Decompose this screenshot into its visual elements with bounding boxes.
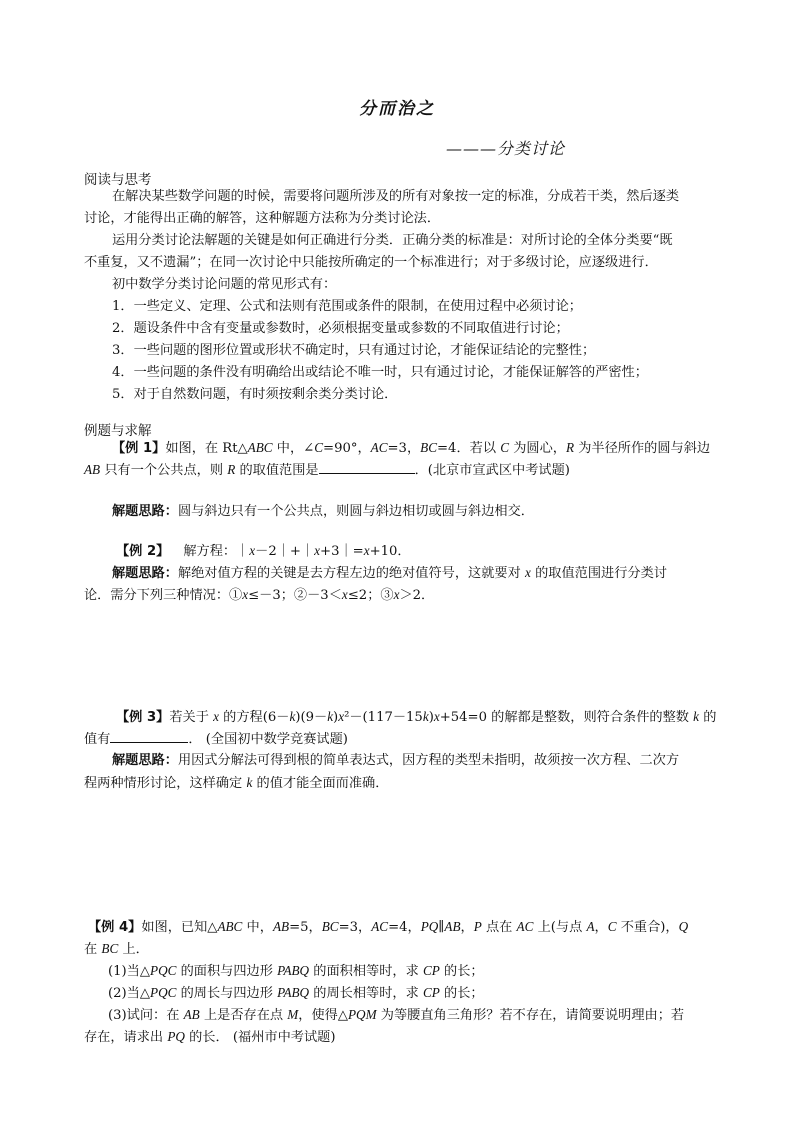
text-run: 为圆心，	[509, 441, 566, 456]
text-run: ≤2；③	[347, 588, 394, 603]
math-var: x	[249, 543, 256, 558]
math-var: C	[607, 919, 617, 934]
list-item: 5．对于自然数问题，有时须按剩余类分类讨论．	[112, 387, 398, 402]
page-title: 分而治之	[359, 99, 435, 119]
example-2-label: 【例 2】	[116, 544, 170, 559]
text-run: ． (全国初中数学竞赛试题)	[188, 732, 348, 747]
math-var: M	[287, 1007, 299, 1022]
text-run: 上．	[118, 942, 149, 957]
example-1-line-1	[112, 438, 710, 459]
text-run: 如图，已知△	[141, 920, 218, 935]
text-run: 程两种情形讨论，这样确定	[84, 776, 247, 791]
text-run: 的	[699, 710, 717, 725]
math-var: ABC	[247, 440, 273, 455]
math-var: BC	[321, 919, 339, 934]
math-var: BC	[101, 941, 119, 956]
text-run: 的长． (福州市中考试题)	[184, 1030, 336, 1045]
example-4-question-3	[108, 1005, 684, 1026]
example-3-hint-line-1	[112, 751, 679, 771]
example-4-question-1	[108, 961, 484, 982]
text-run: +54=0 的解都是整数，则符合条件的整数	[439, 710, 694, 725]
hint-label: 解题思路：	[112, 566, 178, 581]
math-var: BC	[420, 440, 437, 455]
text-run: 解方程：｜	[183, 544, 250, 559]
math-var: AC	[516, 919, 534, 934]
text-run: =5，	[289, 920, 322, 935]
math-var: PQ	[420, 919, 439, 934]
math-var: x	[338, 709, 345, 724]
text-run: (2)当△	[108, 986, 151, 1001]
text-run: ．(北京市宣武区中考试题)	[414, 463, 570, 478]
hint-label: 解题思路：	[112, 753, 178, 768]
math-var: C	[500, 440, 509, 455]
text-run: 的方程(6－	[218, 710, 290, 725]
paragraph-line: 在解决某些数学问题的时候，需要将问题所涉及的所有对象按一定的标准，分成若干类，然后逐类	[112, 189, 680, 204]
text-run: )	[333, 710, 339, 725]
hint-text: 的取值范围进行分类讨	[530, 566, 667, 581]
text-run: 点在	[481, 920, 517, 935]
section-heading-reading: 阅读与思考	[84, 172, 152, 188]
paragraph-line: 不重复，又不遗漏”；在同一次讨论中只能按所确定的一个标准进行；对于多级讨论，应逐级进行．	[84, 255, 658, 270]
math-var: PQC	[150, 963, 177, 978]
text-run: 的长；	[439, 986, 484, 1001]
text-run: ∥	[438, 920, 445, 935]
answer-blank[interactable]	[319, 460, 415, 474]
example-3-hint-line-2	[84, 773, 388, 794]
example-4-line-2	[84, 939, 149, 960]
text-run: (3)试问：在	[108, 1008, 184, 1023]
text-run: ＞2．	[399, 588, 435, 603]
math-var: C	[314, 440, 324, 455]
text-run: ²－(117－15	[344, 710, 423, 725]
math-var: R	[227, 462, 236, 477]
math-var: x	[393, 587, 400, 602]
math-var: k	[327, 709, 334, 724]
example-4-question-2	[108, 983, 484, 1004]
math-var: CP	[422, 963, 440, 978]
text-run: 的值才能全面而准确．	[252, 776, 389, 791]
math-var: AB	[183, 1007, 200, 1022]
text-run: 的面积相等时，求	[309, 964, 423, 979]
text-run: 上是否存在点	[199, 1008, 288, 1023]
text-run: 不重合)，	[616, 920, 679, 935]
example-4-label: 【例 4】	[88, 920, 142, 935]
example-2-hint-line-1	[112, 563, 667, 584]
text-run: ，	[594, 920, 608, 935]
math-var: x	[363, 543, 370, 558]
example-3-label: 【例 3】	[116, 710, 170, 725]
text-run: ≤－3；②－3＜	[248, 588, 342, 603]
example-4-question-3-cont	[84, 1027, 335, 1048]
answer-blank[interactable]	[110, 729, 188, 743]
math-var: k	[422, 709, 429, 724]
list-item: 3．一些问题的图形位置或形状不确定时，只有通过讨论，才能保证结论的完整性；	[112, 343, 596, 358]
text-run: 在	[84, 942, 102, 957]
math-var: P	[473, 919, 482, 934]
text-run: 如图，在	[165, 441, 223, 456]
math-var: AB	[444, 919, 461, 934]
math-var: AB	[84, 462, 101, 477]
text-run: ，	[460, 920, 474, 935]
text-run: 中，∠	[272, 441, 315, 456]
math-var: AC	[371, 919, 389, 934]
example-3-line-1	[116, 707, 716, 728]
text-run: +10．	[369, 544, 411, 559]
text-run: =90°，	[323, 441, 371, 456]
math-var: PQC	[150, 985, 177, 1000]
text-run: 为等腰直角三角形？若不存在，请简要说明理由；若	[376, 1008, 685, 1023]
text-run: Rt△	[222, 441, 248, 456]
hint-text: 圆与斜边只有一个公共点，则圆与斜边相切或圆与斜边相交．	[177, 504, 534, 519]
math-var: ABC	[217, 919, 243, 934]
text-run: 的周长与四边形	[176, 986, 278, 1001]
math-var: PQM	[347, 1007, 377, 1022]
text-run: 的面积与四边形	[176, 964, 278, 979]
math-var: k	[289, 709, 296, 724]
hint-text: 解绝对值方程的关键是去方程左边的绝对值符号，这就要对	[177, 566, 526, 581]
example-2-hint-line-2	[84, 585, 434, 606]
math-var: x	[213, 709, 219, 724]
paragraph-line: 初中数学分类讨论问题的常见形式有：	[112, 277, 337, 292]
text-run: 上(与点	[533, 920, 587, 935]
page-subtitle: ———分类讨论	[446, 139, 566, 158]
math-var: PQ	[167, 1029, 185, 1044]
text-run: ，使得△	[298, 1008, 348, 1023]
text-run: 的长；	[439, 964, 484, 979]
text-run: =4．若以	[437, 441, 501, 456]
text-run: 若关于	[169, 710, 214, 725]
text-run: 值有	[84, 732, 111, 747]
list-item: 1．一些定义、定理、公式和法则有范围或条件的限制，在使用过程中必须讨论；	[112, 299, 582, 314]
example-3-line-2	[84, 729, 348, 750]
example-1-line-2	[84, 460, 570, 481]
math-var: CP	[422, 985, 440, 1000]
math-var: x	[525, 565, 531, 580]
text-run: 为半径所作的圆与斜边	[574, 441, 711, 456]
hint-text: 用因式分解法可得到根的简单表达式，因方程的类型未指明，故须按一次方程、二次方	[177, 753, 680, 768]
hint-label: 解题思路：	[112, 504, 178, 519]
math-var: x	[242, 587, 249, 602]
math-var: PABQ	[277, 963, 310, 978]
example-2-line-1	[116, 541, 411, 562]
list-item: 4．一些问题的条件没有明确给出或结论不唯一时，只有通过讨论，才能保证解答的严密性；	[112, 365, 648, 380]
example-4-line-1	[88, 917, 688, 938]
text-run: 存在，请求出	[84, 1030, 168, 1045]
math-var: k	[246, 775, 253, 790]
paragraph-line: 运用分类讨论法解题的关键是如何正确进行分类．正确分类的标准是：对所讨论的全体分类要“既	[112, 233, 673, 248]
math-var: x	[314, 543, 321, 558]
math-var: k	[693, 709, 700, 724]
list-item: 2．题设条件中含有变量或参数时，必须根据变量或参数的不同取值进行讨论；	[112, 321, 569, 336]
text-run: 中，	[242, 920, 273, 935]
math-var: Q	[678, 919, 689, 934]
example-1-label: 【例 1】	[112, 441, 166, 456]
text-run: +3｜=	[320, 544, 364, 559]
math-var: PABQ	[277, 985, 310, 1000]
math-var: AB	[272, 919, 290, 934]
text-run: －2｜+｜	[255, 544, 315, 559]
math-var: x	[341, 587, 348, 602]
math-var: A	[586, 919, 595, 934]
math-var: AC	[370, 440, 388, 455]
text-run: =4，	[388, 920, 421, 935]
math-var: x	[433, 709, 440, 724]
text-run: 只有一个公共点，则	[100, 463, 228, 478]
text-run: (1)当△	[108, 964, 151, 979]
paragraph-line: 讨论，才能得出正确的解答，这种解题方法称为分类讨论法．	[84, 211, 441, 226]
math-var: R	[565, 440, 575, 455]
text-run: 的周长相等时，求	[309, 986, 423, 1001]
text-run: =3，	[338, 920, 372, 935]
text-run: =3，	[387, 441, 421, 456]
example-1-hint	[112, 502, 534, 522]
text-run: 的取值范围是	[235, 463, 319, 478]
section-heading-examples: 例题与求解	[84, 423, 152, 439]
text-run: )(9－	[295, 710, 328, 725]
text-run: 论．需分下列三种情况：①	[84, 588, 243, 603]
text-run: )	[428, 710, 434, 725]
